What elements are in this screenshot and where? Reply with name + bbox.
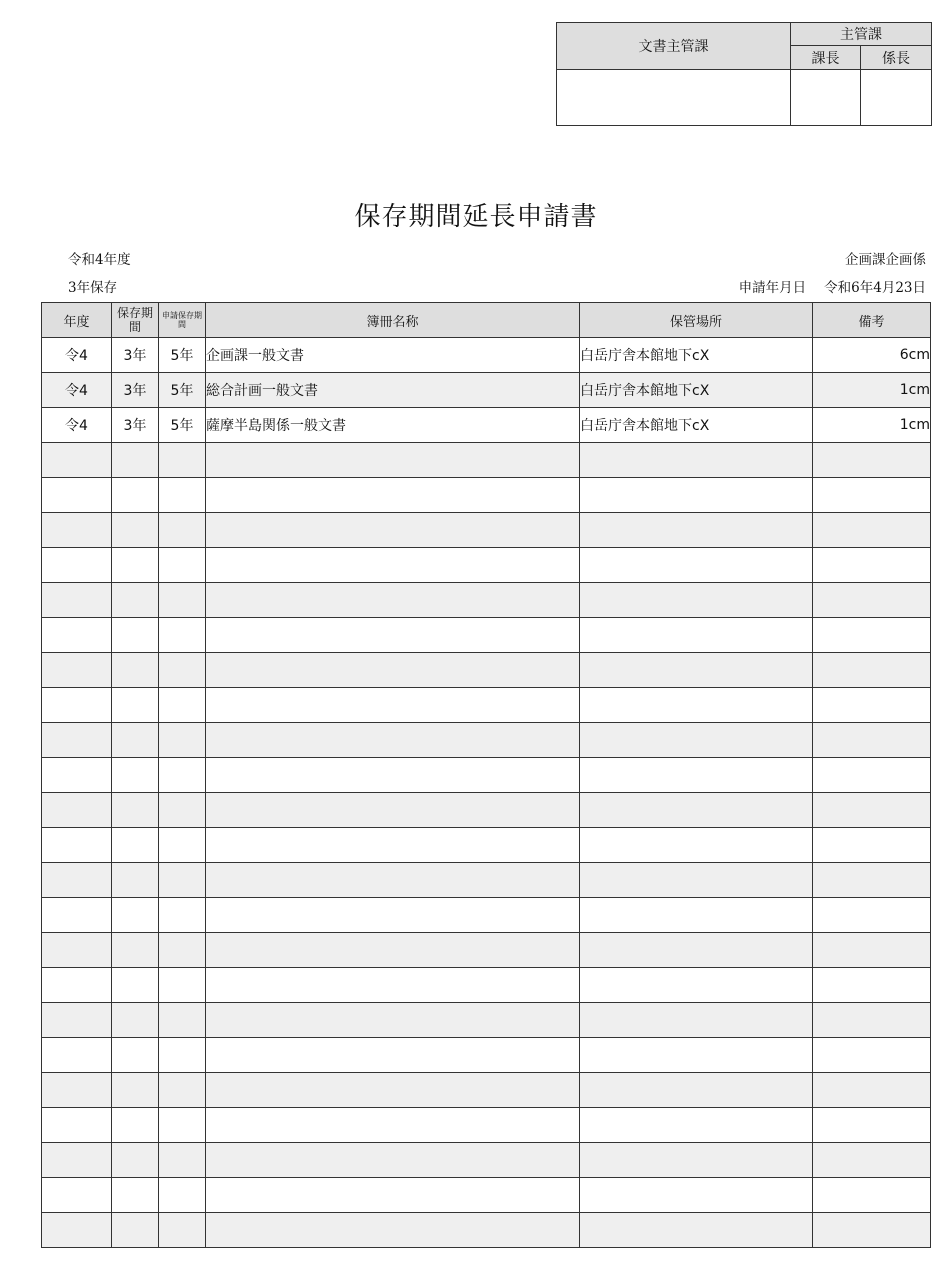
table-row [42,1178,931,1213]
table-row [42,793,931,828]
cell-location[interactable]: 白岳庁舎本館地下cX [580,373,813,408]
chief-stamp-cell[interactable] [791,70,861,126]
cell-year[interactable] [42,478,112,513]
cell-retention[interactable] [112,933,159,968]
header-year: 年度 [42,303,112,338]
table-row [42,373,931,408]
cell-requested[interactable]: 5年 [159,373,206,408]
cell-name[interactable] [206,1038,580,1073]
cell-location[interactable] [580,653,813,688]
cell-retention[interactable] [112,758,159,793]
cell-location[interactable] [580,548,813,583]
cell-year[interactable] [42,653,112,688]
table-row [42,583,931,618]
cell-requested[interactable] [159,898,206,933]
table-row [42,723,931,758]
cell-year[interactable]: 令4 [42,408,112,443]
cell-remarks[interactable] [813,793,931,828]
managing-section-label: 主管課 [791,23,932,46]
cell-year[interactable] [42,1143,112,1178]
cell-requested[interactable] [159,828,206,863]
cell-retention[interactable] [112,583,159,618]
cell-requested[interactable] [159,443,206,478]
cell-requested[interactable] [159,1178,206,1213]
cell-location[interactable] [580,688,813,723]
cell-location[interactable] [580,513,813,548]
cell-year[interactable] [42,583,112,618]
cell-name[interactable] [206,793,580,828]
table-row [42,828,931,863]
cell-requested[interactable] [159,723,206,758]
cell-name[interactable] [206,1073,580,1108]
table-row [42,758,931,793]
cell-retention[interactable]: 3年 [112,408,159,443]
cell-name[interactable] [206,1003,580,1038]
cell-year[interactable] [42,933,112,968]
table-row [42,1108,931,1143]
cell-name[interactable] [206,618,580,653]
cell-year[interactable] [42,758,112,793]
cell-name[interactable] [206,548,580,583]
cell-name[interactable] [206,478,580,513]
cell-requested[interactable] [159,793,206,828]
cell-remarks[interactable] [813,1213,931,1248]
cell-year[interactable] [42,828,112,863]
application-date-value: 令和6年4月23日 [824,280,926,296]
cell-location[interactable] [580,723,813,758]
header-storage-location: 保管場所 [580,303,813,338]
cell-retention[interactable] [112,1143,159,1178]
cell-location[interactable] [580,933,813,968]
cell-location[interactable] [580,898,813,933]
cell-year[interactable] [42,1178,112,1213]
cell-year[interactable] [42,863,112,898]
table-row [42,1038,931,1073]
cell-remarks[interactable] [813,653,931,688]
retention-label: 3年保存 [68,280,118,296]
cell-requested[interactable] [159,688,206,723]
cell-remarks[interactable] [813,583,931,618]
cell-requested[interactable] [159,1143,206,1178]
cell-location[interactable] [580,1003,813,1038]
application-date [739,276,926,296]
cell-name[interactable] [206,1178,580,1213]
cell-name[interactable] [206,898,580,933]
cell-requested[interactable] [159,618,206,653]
cell-remarks[interactable] [813,618,931,653]
header-remarks: 備考 [813,303,931,338]
cell-remarks[interactable] [813,723,931,758]
cell-name[interactable] [206,1108,580,1143]
chief-label: 課長 [791,46,861,70]
table-row [42,653,931,688]
cell-retention[interactable] [112,1108,159,1143]
cell-location[interactable] [580,1178,813,1213]
cell-remarks[interactable] [813,513,931,548]
cell-year[interactable] [42,688,112,723]
cell-requested[interactable] [159,1213,206,1248]
cell-year[interactable] [42,443,112,478]
cell-remarks[interactable]: 1cm [813,373,931,408]
cell-retention[interactable]: 3年 [112,338,159,373]
cell-year[interactable] [42,968,112,1003]
cell-requested[interactable] [159,968,206,1003]
cell-year[interactable] [42,723,112,758]
cell-year[interactable] [42,793,112,828]
table-row [42,1003,931,1038]
cell-name[interactable]: 薩摩半島関係一般文書 [206,408,580,443]
cell-requested[interactable]: 5年 [159,338,206,373]
cell-location[interactable]: 白岳庁舎本館地下cX [580,408,813,443]
department: 企画課企画係 [845,252,926,268]
table-row [42,338,931,373]
cell-year[interactable] [42,1213,112,1248]
cell-name[interactable] [206,968,580,1003]
cell-remarks[interactable] [813,933,931,968]
cell-requested[interactable] [159,653,206,688]
cell-retention[interactable] [112,478,159,513]
ledger-body [42,338,931,1248]
cell-location[interactable] [580,618,813,653]
header-ledger-name: 簿冊名称 [206,303,580,338]
table-row [42,478,931,513]
cell-year[interactable] [42,1038,112,1073]
table-row [42,548,931,583]
cell-name[interactable] [206,443,580,478]
table-row [42,968,931,1003]
table-row [42,408,931,443]
cell-retention[interactable] [112,898,159,933]
cell-name[interactable] [206,583,580,618]
cell-location[interactable] [580,443,813,478]
cell-requested[interactable] [159,863,206,898]
cell-name[interactable] [206,933,580,968]
cell-retention[interactable] [112,443,159,478]
cell-remarks[interactable]: 1cm [813,408,931,443]
cell-name[interactable] [206,758,580,793]
table-row [42,618,931,653]
cell-name[interactable] [206,653,580,688]
cell-location[interactable] [580,793,813,828]
cell-name[interactable] [206,828,580,863]
cell-name[interactable] [206,723,580,758]
cell-location[interactable] [580,1143,813,1178]
cell-name[interactable] [206,513,580,548]
cell-remarks[interactable] [813,478,931,513]
document-section-label: 文書主管課 [557,23,791,70]
application-date-label: 申請年月日 [738,280,807,296]
cell-name[interactable] [206,863,580,898]
cell-remarks[interactable] [813,1178,931,1213]
cell-remarks[interactable] [813,1003,931,1038]
cell-remarks[interactable] [813,443,931,478]
cell-location[interactable] [580,863,813,898]
ledger-table [41,302,931,1248]
table-row [42,898,931,933]
cell-requested[interactable] [159,1038,206,1073]
cell-location[interactable] [580,1213,813,1248]
cell-retention[interactable]: 3年 [112,373,159,408]
cell-year[interactable] [42,513,112,548]
cell-name[interactable]: 総合計画一般文書 [206,373,580,408]
cell-requested[interactable]: 5年 [159,408,206,443]
cell-requested[interactable] [159,1003,206,1038]
cell-remarks[interactable] [813,758,931,793]
cell-retention[interactable] [112,828,159,863]
cell-remarks[interactable] [813,688,931,723]
cell-requested[interactable] [159,1108,206,1143]
header-retention: 保存期間 [112,303,159,338]
table-row [42,1143,931,1178]
cell-year[interactable] [42,1073,112,1108]
cell-retention[interactable] [112,723,159,758]
table-row [42,863,931,898]
cell-retention[interactable] [112,688,159,723]
cell-retention[interactable] [112,1178,159,1213]
cell-retention[interactable] [112,1038,159,1073]
cell-requested[interactable] [159,478,206,513]
cell-location[interactable] [580,828,813,863]
table-row [42,688,931,723]
cell-retention[interactable] [112,513,159,548]
approval-stamp-box [556,22,932,126]
document-section-stamp-cell[interactable] [557,70,791,126]
cell-retention[interactable] [112,618,159,653]
cell-requested[interactable] [159,933,206,968]
cell-location[interactable]: 白岳庁舎本館地下cX [580,338,813,373]
cell-location[interactable] [580,478,813,513]
cell-remarks[interactable] [813,1038,931,1073]
cell-location[interactable] [580,1108,813,1143]
cell-retention[interactable] [112,863,159,898]
subchief-stamp-cell[interactable] [861,70,932,126]
cell-requested[interactable] [159,548,206,583]
cell-name[interactable] [206,688,580,723]
cell-year[interactable]: 令4 [42,373,112,408]
table-row [42,443,931,478]
cell-requested[interactable] [159,583,206,618]
cell-remarks[interactable] [813,548,931,583]
cell-remarks[interactable] [813,1143,931,1178]
cell-year[interactable] [42,1108,112,1143]
cell-retention[interactable] [112,653,159,688]
cell-retention[interactable] [112,968,159,1003]
cell-year[interactable]: 令4 [42,338,112,373]
cell-year[interactable] [42,618,112,653]
cell-retention[interactable] [112,548,159,583]
cell-location[interactable] [580,1073,813,1108]
cell-retention[interactable] [112,1213,159,1248]
cell-name[interactable] [206,1213,580,1248]
cell-year[interactable] [42,548,112,583]
cell-remarks[interactable] [813,863,931,898]
cell-location[interactable] [580,758,813,793]
table-row [42,933,931,968]
cell-year[interactable] [42,1003,112,1038]
cell-requested[interactable] [159,758,206,793]
table-row [42,1073,931,1108]
cell-retention[interactable] [112,793,159,828]
cell-retention[interactable] [112,1003,159,1038]
cell-remarks[interactable] [813,828,931,863]
cell-name[interactable] [206,1143,580,1178]
cell-location[interactable] [580,968,813,1003]
cell-name[interactable]: 企画課一般文書 [206,338,580,373]
header-requested-retention: 申請保存期間 [159,303,206,338]
page-title: 保存期間延長申請書 [354,202,598,232]
cell-remarks[interactable]: 6cm [813,338,931,373]
cell-location[interactable] [580,1038,813,1073]
cell-remarks[interactable] [813,1108,931,1143]
fiscal-year: 令和4年度 [68,252,131,268]
table-row [42,513,931,548]
cell-requested[interactable] [159,1073,206,1108]
cell-requested[interactable] [159,513,206,548]
cell-remarks[interactable] [813,968,931,1003]
cell-remarks[interactable] [813,1073,931,1108]
subchief-label: 係長 [861,46,932,70]
table-row [42,1213,931,1248]
cell-location[interactable] [580,583,813,618]
cell-year[interactable] [42,898,112,933]
cell-remarks[interactable] [813,898,931,933]
cell-retention[interactable] [112,1073,159,1108]
